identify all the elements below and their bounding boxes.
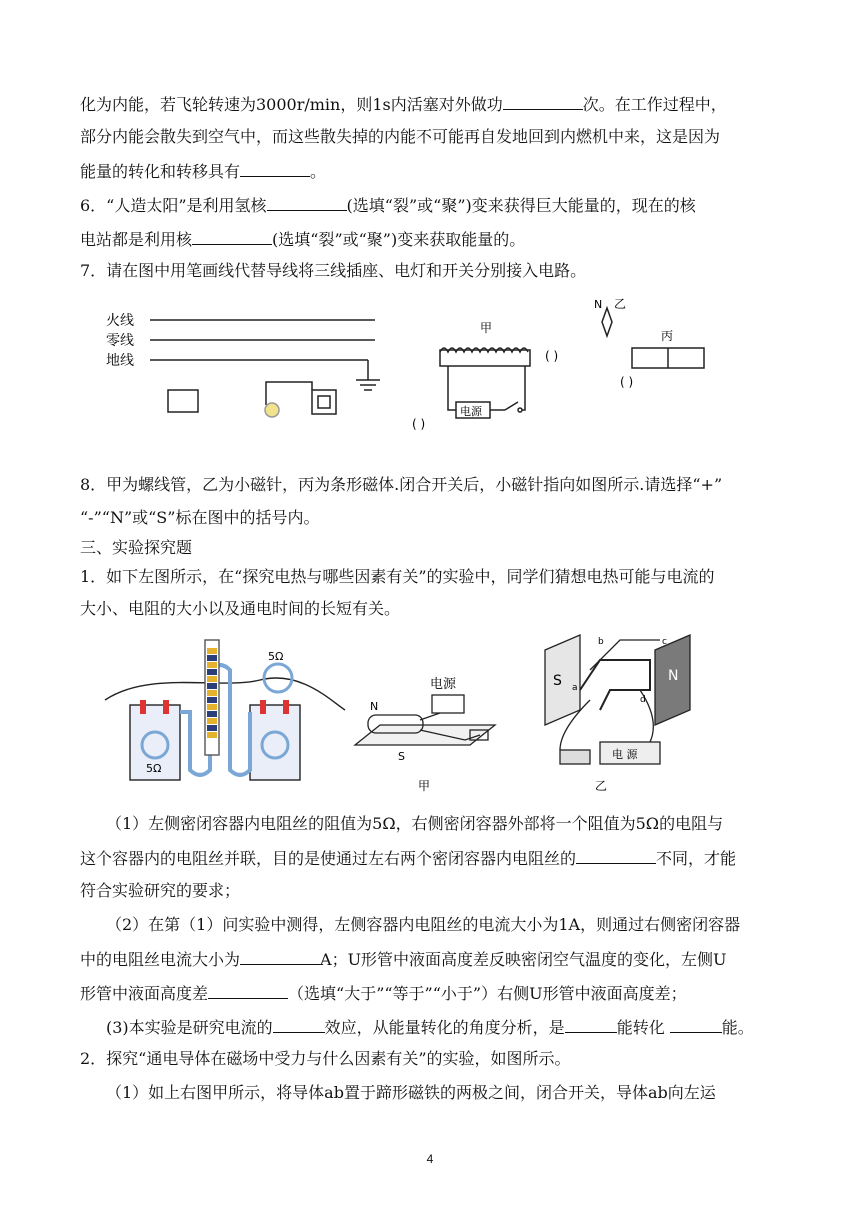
answer-blank[interactable] [503, 92, 583, 110]
answer-paren[interactable]: ( ) [412, 417, 426, 431]
text-line: 大小、电阻的大小以及通电时间的长短有关。 [80, 599, 401, 618]
answer-blank[interactable] [240, 159, 310, 177]
svg-text:电源: 电源 [430, 677, 457, 692]
svg-text:零线: 零线 [106, 333, 134, 349]
svg-text:b: b [598, 637, 604, 647]
svg-text:N: N [594, 298, 603, 311]
svg-text:c: c [662, 637, 667, 647]
answer-blank[interactable] [192, 227, 272, 245]
svg-text:S: S [553, 673, 562, 689]
experiment-figures [0, 630, 860, 800]
text-line: 电站都是利用核 (选填“裂”或“聚”)变来获取能量的。 [80, 227, 525, 251]
svg-text:a: a [572, 683, 578, 693]
experiment-2: 2．探究“通电导体在磁场中受力与什么因素有关”的实验，如图所示。 [80, 1049, 571, 1068]
answer-blank[interactable] [565, 1015, 617, 1033]
question-7: 7．请在图中用笔画线代替导线将三线插座、电灯和开关分别接入电路。 [80, 261, 587, 280]
section-title: 三、实验探究题 [80, 538, 193, 557]
question-8: 8．甲为螺线管，乙为小磁针，丙为条形磁体.闭合开关后，小磁针指向如图所示.请选择“+” [80, 475, 723, 494]
svg-text:d: d [640, 695, 646, 705]
lamp-icon[interactable] [265, 403, 279, 417]
svg-text:S: S [398, 750, 405, 763]
svg-text:5Ω: 5Ω [268, 650, 284, 663]
text-line: 这个容器内的电阻丝并联，目的是使通过左右两个密闭容器内电阻丝的 不同，才能 [80, 846, 736, 870]
answer-blank[interactable] [267, 193, 347, 211]
svg-text:乙: 乙 [595, 779, 608, 793]
text-line: 形管中液面高度差 （选填“大于”“等于”“小于”）右侧U形管中液面高度差； [80, 981, 687, 1005]
answer-blank[interactable] [240, 947, 320, 965]
answer-blank[interactable] [273, 1015, 325, 1033]
svg-text:地线: 地线 [106, 353, 134, 369]
part-1: （1）左侧密闭容器内电阻丝的阻值为5Ω，右侧密闭容器外部将一个阻值为5Ω的电阻与 [106, 814, 724, 833]
power-source-jia [432, 695, 464, 713]
switch-icon[interactable] [312, 390, 336, 414]
svg-text:甲: 甲 [480, 321, 493, 335]
text-line: “-”“N”或“S”标在图中的括号内。 [80, 508, 320, 527]
right-container [250, 705, 300, 780]
answer-paren[interactable]: ( ) [545, 349, 559, 363]
text-line: 部分内能会散失到空气中，而这些散失掉的内能不可能再自发地回到内燃机中来，这是因为 [80, 127, 721, 146]
svg-text:丙: 丙 [661, 329, 674, 343]
svg-text:电 源: 电 源 [612, 748, 638, 761]
solenoid [440, 350, 530, 366]
svg-text:N: N [370, 700, 379, 713]
text-line: 能量的转化和转移具有 。 [80, 159, 326, 183]
part-3: (3)本实验是研究电流的 效应，从能量转化的角度分析，是 能转化 能。 [106, 1015, 754, 1039]
svg-text:乙: 乙 [614, 297, 627, 311]
text-line: 符合实验研究的要求； [80, 881, 241, 900]
answer-blank[interactable] [208, 981, 288, 999]
page-number: 4 [426, 1152, 434, 1166]
socket-icon[interactable] [168, 390, 198, 412]
question-6: 6．“人造太阳”是利用氢核 (选填“裂”或“聚”)变来获得巨大能量的，现在的核 [80, 193, 696, 217]
compass-needle [602, 308, 612, 336]
circuit-figure [0, 290, 860, 440]
svg-text:甲: 甲 [418, 779, 431, 793]
s-pole-magnet [545, 635, 580, 725]
part-2: （2）在第（1）问实验中测得，左侧容器内电阻丝的电流大小为1A，则通过右侧密闭容器 [106, 915, 741, 934]
svg-text:电源: 电源 [460, 405, 482, 418]
svg-text:N: N [668, 668, 679, 684]
svg-text:5Ω: 5Ω [146, 762, 162, 775]
experiment-1: 1．如下左图所示，在“探究电热与哪些因素有关”的实验中，同学们猜想电热可能与电流的 [80, 567, 715, 586]
answer-blank[interactable] [670, 1015, 722, 1033]
text-line: 化为内能，若飞轮转速为3000r/min，则1s内活塞对外做功 次。在工作过程中， [80, 92, 727, 116]
answer-blank[interactable] [576, 846, 656, 864]
text-line: （1）如上右图甲所示，将导体ab置于蹄形磁铁的两极之间，闭合开关，导体ab向左运 [106, 1083, 716, 1102]
text-line: 中的电阻丝电流大小为 A；U形管中液面高度差反映密闭空气温度的变化，左侧U [80, 947, 727, 971]
answer-paren[interactable]: ( ) [620, 375, 634, 389]
svg-text:火线: 火线 [106, 313, 134, 329]
